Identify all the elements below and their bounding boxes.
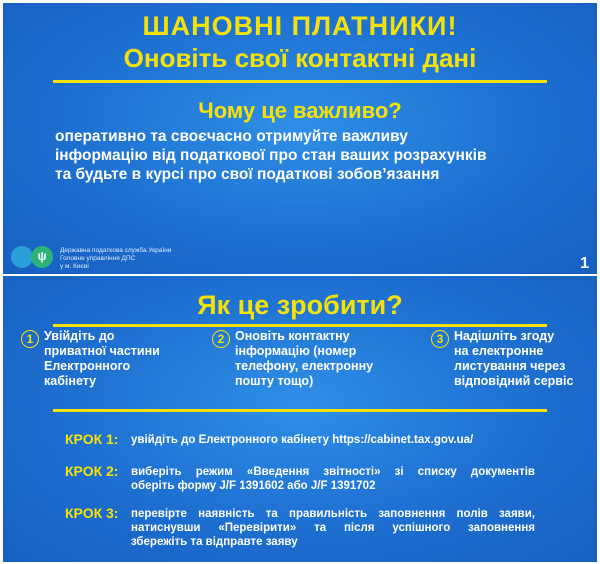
step-number: 2 xyxy=(212,330,230,348)
divider xyxy=(53,409,547,412)
step-number: 1 xyxy=(21,330,39,348)
step-text: Надішліть згоду на електронне листування через відповідний сервіс xyxy=(454,329,574,388)
krok-text: увійдіть до Електронного кабінету https://cabinet.tax.gov.ua/ xyxy=(131,434,474,446)
paragraph-line: інформацію від податкової про стан ваших розрахунків xyxy=(55,147,487,164)
krok-label: КРОК 3: xyxy=(65,505,119,521)
main-subtitle: Оновіть свої контактні дані xyxy=(123,43,477,73)
paragraph-line: оперативно та своєчасно отримуйте важливу xyxy=(55,128,408,145)
info-slide-2 xyxy=(3,276,597,562)
page-number: 1 xyxy=(580,255,589,272)
divider xyxy=(53,324,547,327)
how-heading: Як це зробити? xyxy=(197,290,403,320)
krok-label: КРОК 2: xyxy=(65,463,119,479)
why-paragraph xyxy=(55,127,555,184)
krok-label: КРОК 1: xyxy=(65,431,119,447)
krok-text: перевірте наявність та правильність заповнення полів заяви, натиснувши «Перевірити» та після успішного заповнення збережіть та відправте заяву xyxy=(131,508,535,548)
divider xyxy=(53,80,547,83)
krok-text: виберіть режим «Введення звітності» зі списку документів оберіть форму J/F 1391602 або J/F 1391702 xyxy=(131,466,535,492)
organization-name: Державна податкова служба України Головне управління ДПС у м. Києві xyxy=(60,247,172,270)
dps-logo-icon xyxy=(11,246,33,268)
why-heading: Чому це важливо? xyxy=(198,98,402,123)
main-title: ШАНОВНІ ПЛАТНИКИ! xyxy=(142,11,458,41)
logo-group xyxy=(11,246,55,270)
step-text: Оновіть контактну інформацію (номер телефону, електронну пошту тощо) xyxy=(235,329,374,388)
step-number: 3 xyxy=(431,330,449,348)
step-text: Увійдіть до приватної частини Електронного кабінету xyxy=(44,329,160,388)
trident-emblem-icon: ψ xyxy=(31,246,53,268)
info-slide-1 xyxy=(3,3,597,274)
paragraph-line: та будьте в курсі про свої податкові зобов’язання xyxy=(55,166,440,183)
